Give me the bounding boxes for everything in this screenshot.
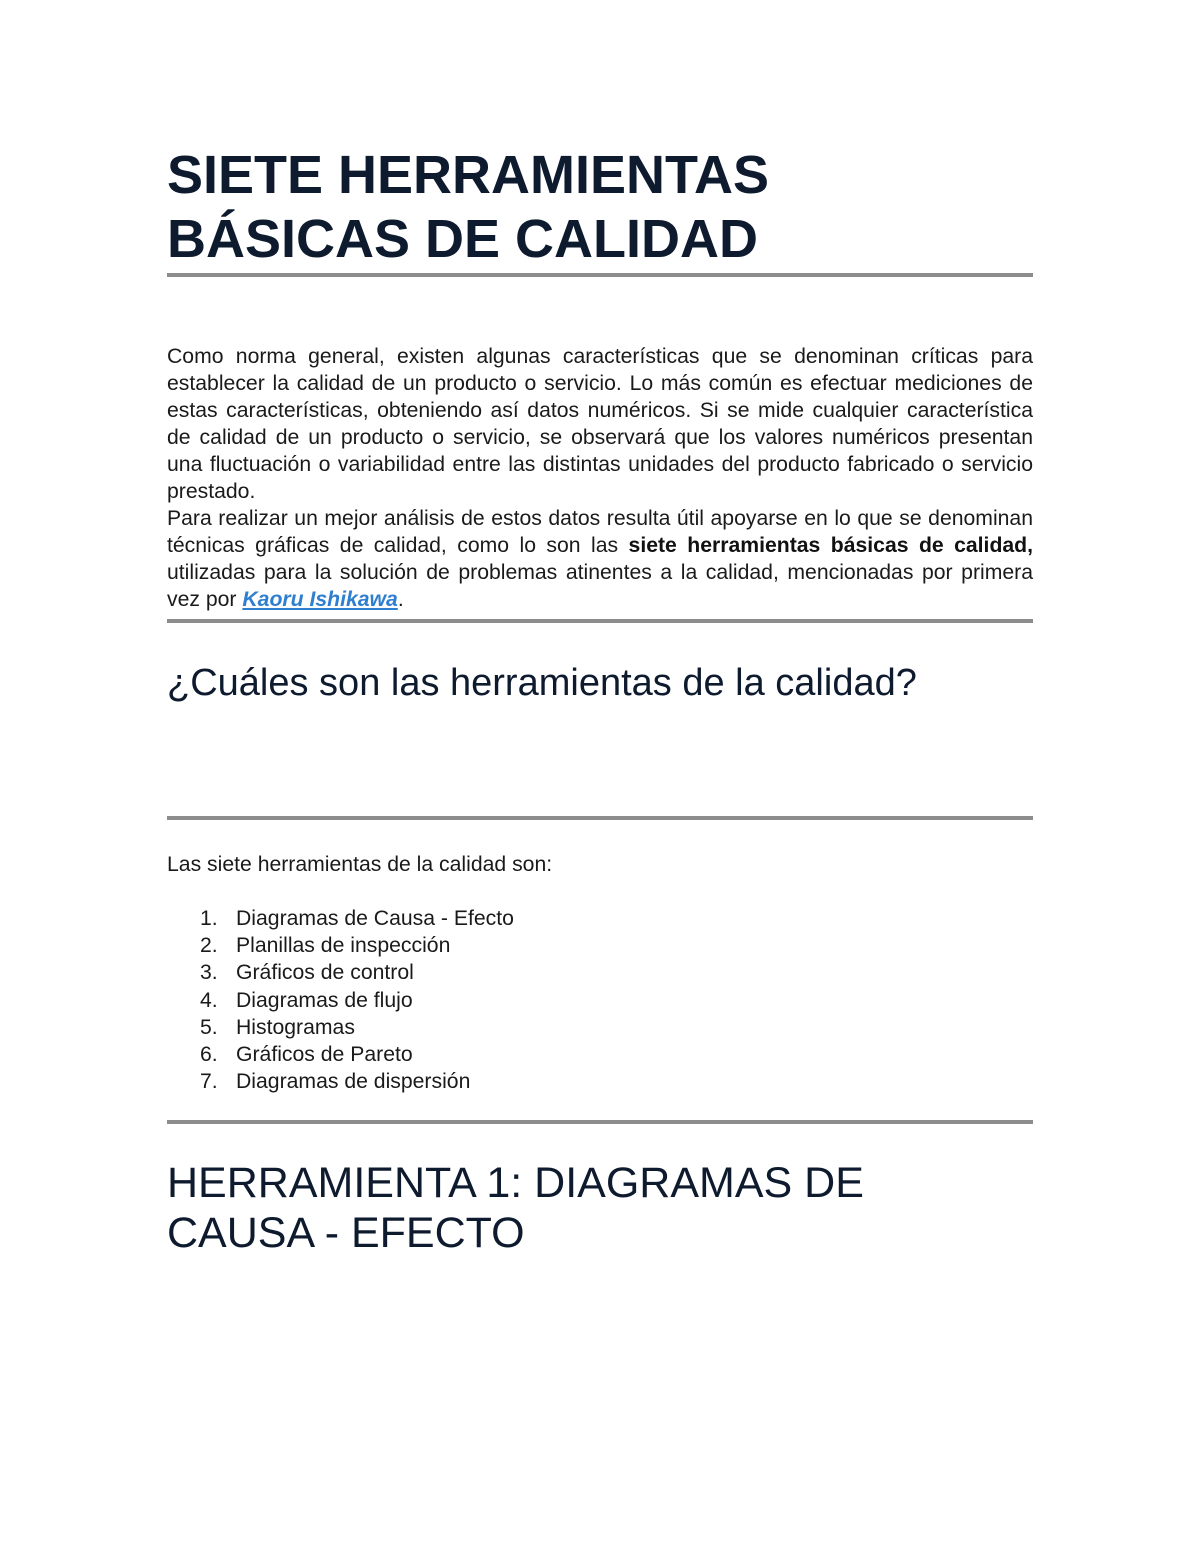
horizontal-divider — [167, 1120, 1033, 1124]
horizontal-divider — [167, 619, 1033, 623]
list-item-label: Gráficos de control — [236, 961, 414, 985]
intro-paragraph-2 — [167, 505, 1033, 613]
list-item-label: Planillas de inspección — [236, 934, 451, 958]
kaoru-ishikawa-link[interactable]: Kaoru Ishikawa — [242, 588, 398, 611]
intro-bold-phrase: siete herramientas básicas de calidad, — [628, 534, 1033, 557]
intro-paragraph-1: Como norma general, existen algunas características que se denominan críticas para establecer la calidad de un producto o servicio. Lo más común es efectuar mediciones de estas características, obteniendo así datos numéricos. Si se mide cualquier característica de calidad de un producto o servicio, se observará que los valores numéricos presentan una fluctuación o variabilidad entre las distintas unidades del producto fabricado o servicio prestado. — [167, 345, 1033, 503]
page-title-line-1: SIETE HERRAMIENTAS — [167, 145, 770, 205]
list-item-label: Diagramas de Causa - Efecto — [236, 907, 514, 930]
tool-1-heading-line-1: HERRAMIENTA 1: DIAGRAMAS DE — [167, 1159, 864, 1207]
page-title-line-2: BÁSICAS DE CALIDAD — [167, 209, 759, 269]
page-title — [167, 143, 769, 271]
list-item — [167, 905, 514, 932]
list-item-number: 3. — [200, 961, 218, 985]
tool-1-heading-line-2: CAUSA - EFECTO — [167, 1209, 525, 1257]
list-item-label: Gráficos de Pareto — [236, 1043, 413, 1067]
horizontal-divider — [167, 816, 1033, 820]
list-item-label: Diagramas de dispersión — [236, 1070, 471, 1094]
list-item-number: 4. — [200, 988, 218, 1012]
list-intro: Las siete herramientas de la calidad son: — [167, 853, 553, 876]
list-item — [167, 1068, 514, 1095]
list-item — [167, 987, 514, 1014]
list-item-number: 6. — [200, 1043, 218, 1067]
list-item-label: Diagramas de flujo — [236, 988, 413, 1012]
list-item-number: 2. — [200, 934, 218, 958]
tools-list — [167, 905, 514, 1095]
intro-paragraph-2-start: Para realizar un mejor análisis de estos datos resulta útil apoyarse en lo que se denominan técnicas gráficas de calidad, como lo son las — [167, 507, 1033, 557]
horizontal-divider — [167, 273, 1033, 277]
intro-paragraph-2-middle: utilizadas para la solución de problemas atinentes a la calidad, mencionadas por primera vez por — [167, 561, 1033, 611]
list-item — [167, 1041, 514, 1068]
tool-1-heading — [167, 1158, 967, 1258]
list-item — [167, 1014, 514, 1041]
list-item-number: 5. — [200, 1015, 218, 1039]
list-item-number: 7. — [200, 1070, 218, 1094]
section-heading: ¿Cuáles son las herramientas de la calidad? — [167, 662, 917, 704]
list-item — [167, 959, 514, 986]
list-item-number: 1. — [200, 907, 218, 930]
list-item-label: Histogramas — [236, 1015, 355, 1039]
intro-text — [167, 343, 1033, 613]
list-item — [167, 932, 514, 959]
intro-paragraph-2-end: . — [397, 588, 404, 611]
